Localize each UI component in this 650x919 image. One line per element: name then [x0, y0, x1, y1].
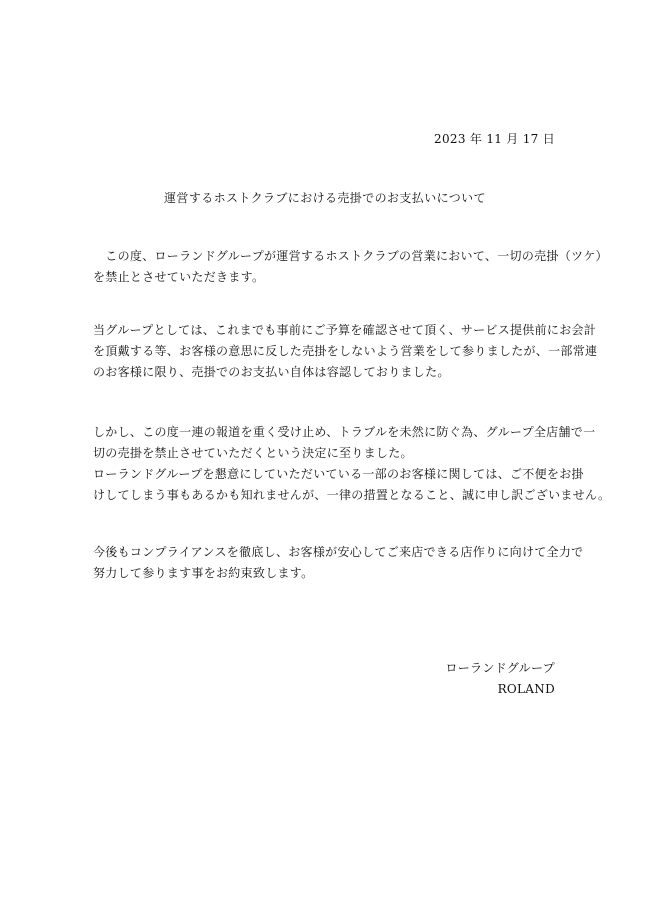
paragraph-line: のお客様に限り、売掛でのお支払い自体は容認しておりました。 — [93, 365, 450, 379]
paragraph-line: 当グループとしては、これまでも事前にご予算を確認させて頂く、サービス提供前にお会計 — [93, 323, 597, 337]
paragraph-line: を禁止とさせていただきます。 — [93, 270, 265, 284]
document-date: 2023 年 11 月 17 日 — [434, 132, 555, 146]
signature-group: ローランドグループ — [445, 661, 555, 675]
paragraph-line: この度、ローランドグループが運営するホストクラブの営業において、一切の売掛（ツケ） — [93, 249, 608, 263]
paragraph-line: を頂戴する等、お客様の意思に反した売掛をしないよう営業をして参りましたが、一部常連 — [93, 344, 598, 358]
paragraph-line: 努力して参ります事をお約束致します。 — [93, 566, 314, 580]
document-title: 運営するホストクラブにおける売掛でのお支払いについて — [164, 191, 486, 205]
paragraph-announcement — [93, 246, 608, 288]
paragraph-background — [93, 320, 598, 383]
paragraph-line: けしてしまう事もあるかも知れませんが、一律の措置となること、誠に申し訳ございません。 — [93, 488, 611, 502]
paragraph-commitment — [93, 542, 584, 584]
paragraph-line: ローランドグループを懇意にしていただいている一部のお客様に関しては、ご不便をお掛 — [93, 467, 584, 481]
paragraph-decision — [93, 422, 611, 506]
paragraph-line: しかし、この度一連の報道を重く受け止め、トラブルを未然に防ぐ為、グループ全店舗で一 — [93, 425, 596, 439]
paragraph-line: 切の売掛を禁止させていただくという決定に至りました。 — [93, 446, 413, 460]
paragraph-line: 今後もコンプライアンスを徹底し、お客様が安心してご来店できる店作りに向けて全力で — [93, 545, 584, 559]
signature-name: ROLAND — [497, 682, 555, 696]
